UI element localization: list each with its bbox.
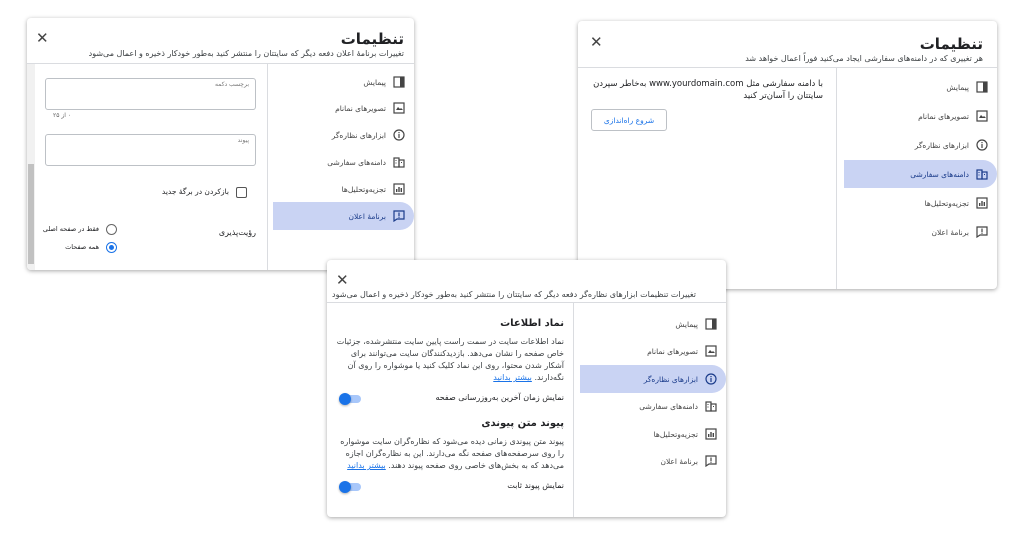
nav-item-announcement[interactable]: [580, 447, 726, 475]
domain-description-line1: با دامنه سفارشی مثل www.yourdomain.com به‌خاطر سپردن: [593, 79, 823, 89]
learn-more-link[interactable]: بیشتر بدانید: [493, 373, 532, 382]
settings-panel-announcement: [27, 18, 414, 270]
close-icon[interactable]: ✕: [336, 271, 349, 289]
learn-more-link[interactable]: بیشتر بدانید: [347, 461, 386, 470]
nav-label: پیمایش: [363, 77, 386, 87]
nav-item-images[interactable]: [580, 337, 726, 365]
description-text: نگه‌دارند.: [534, 373, 564, 382]
info-icon: [975, 138, 989, 152]
nav-item-navigation[interactable]: [844, 73, 997, 101]
radio-home-label: فقط در صفحه اصلی: [42, 225, 99, 233]
description-line: آشکار شدن محتوا، روی این نماد کلیک کنید یا موشواره را روی آن: [347, 361, 564, 370]
toggle-label-permalink: نمایش پیوند ثابت: [507, 481, 564, 490]
domain-icon: [975, 167, 989, 181]
scrollbar[interactable]: [27, 64, 35, 270]
section-title-anchor-link: پیوند متن پیوندی: [481, 418, 564, 429]
panel-title: تنظیمات: [340, 30, 404, 48]
nav-item-custom-domains[interactable]: [844, 160, 997, 188]
nav-item-announcement[interactable]: [844, 218, 997, 246]
nav-item-navigation[interactable]: [273, 68, 414, 96]
panel-subtitle: تغییرات برنامهٔ اعلان دفعه دیگر که سایتتان را منتشر کنید به‌طور خودکار ذخیره و اعمال می‌شود: [88, 49, 404, 58]
nav-label: دامنه‌های سفارشی: [910, 169, 969, 179]
navigation-icon: [975, 80, 989, 94]
nav-item-analytics[interactable]: [844, 189, 997, 217]
nav-label: دامنه‌های سفارشی: [327, 157, 386, 167]
announcement-icon: [704, 454, 718, 468]
nav-label: پیمایش: [675, 319, 698, 329]
nav-item-images[interactable]: [273, 94, 414, 122]
button-label-field[interactable]: [45, 78, 256, 110]
image-icon: [975, 109, 989, 123]
nav-label: ابزارهای نظاره‌گر: [914, 140, 969, 150]
nav-item-images[interactable]: [844, 102, 997, 130]
divider: [327, 302, 726, 303]
divider: [573, 302, 574, 517]
nav-label: تجزیه‌وتحلیل‌ها: [924, 198, 969, 208]
description-line: خاص صفحه را نشان می‌دهد. بازدیدکنندگان سایت می‌توانند برای: [350, 349, 564, 358]
nav-item-viewer-tools[interactable]: [844, 131, 997, 159]
nav-label: تصویرهای نمانام: [335, 103, 386, 113]
nav-label: تجزیه‌وتحلیل‌ها: [341, 184, 386, 194]
checkbox-label: بازکردن در برگهٔ جدید: [161, 187, 229, 196]
description-line: [332, 372, 564, 384]
analytics-icon: [975, 196, 989, 210]
nav-label: ابزارهای نظاره‌گر: [331, 130, 386, 140]
nav-item-custom-domains[interactable]: [273, 148, 414, 176]
domain-description-line2: سایتتان را آسان‌تر کنید: [743, 91, 823, 101]
divider: [267, 63, 268, 270]
link-field[interactable]: [45, 134, 256, 166]
visibility-label: رؤیت‌پذیری: [218, 228, 256, 237]
nav-item-analytics[interactable]: [580, 420, 726, 448]
nav-item-announcement[interactable]: [273, 202, 414, 230]
panel-subtitle: هر تغییری که در دامنه‌های سفارشی ایجاد می‌کنید فوراً اعمال خواهد شد: [745, 54, 983, 63]
nav-item-analytics[interactable]: [273, 175, 414, 203]
description-line: [332, 460, 564, 472]
divider: [578, 67, 997, 68]
analytics-icon: [704, 427, 718, 441]
info-icon: [704, 372, 718, 386]
nav-item-navigation[interactable]: [580, 310, 726, 338]
section-title-info-symbol: نماد اطلاعات: [500, 318, 564, 329]
description-line: نماد اطلاعات سایت در سمت راست پایین سایت منتشرشده، جزئیات: [336, 337, 564, 346]
description-line: پیوند متن پیوندی زمانی دیده می‌شود که نظاره‌گران سایت موشواره: [340, 437, 564, 446]
info-symbol-description: [332, 336, 564, 384]
nav-label: برنامهٔ اعلان: [660, 456, 698, 466]
nav-item-viewer-tools[interactable]: [580, 365, 726, 393]
image-icon: [392, 101, 406, 115]
domain-icon: [392, 155, 406, 169]
announcement-icon: [392, 209, 406, 223]
nav-label: تصویرهای نمانام: [918, 111, 969, 121]
permalink-toggle[interactable]: [341, 483, 361, 491]
start-setup-button[interactable]: شروع راه‌اندازی: [591, 109, 667, 131]
nav-label: برنامهٔ اعلان: [931, 227, 969, 237]
nav-label: پیمایش: [946, 82, 969, 92]
analytics-icon: [392, 182, 406, 196]
nav-item-custom-domains[interactable]: [580, 392, 726, 420]
panel-subtitle: تغییرات تنظیمات ابزارهای نظاره‌گر دفعه دیگر که سایتتان را منتشر کنید به‌طور خودکار ذخیره و اعمال می‌شود: [332, 290, 696, 299]
nav-label: تجزیه‌وتحلیل‌ها: [653, 429, 698, 439]
anchor-link-description: [332, 436, 564, 472]
radio-all-label: همه صفحات: [65, 243, 99, 251]
field-label: برچسب دکمه: [214, 81, 249, 88]
description-text: می‌دهد که به بخش‌های خاصی روی صفحه پیوند دهند.: [388, 461, 564, 470]
radio-home-only[interactable]: [106, 224, 117, 235]
toggle-label-last-update: نمایش زمان آخرین به‌روزرسانی صفحه: [435, 393, 564, 402]
char-counter: ۰ از ۲۵: [53, 112, 72, 119]
nav-label: دامنه‌های سفارشی: [639, 401, 698, 411]
field-label: پیوند: [237, 137, 249, 144]
navigation-icon: [704, 317, 718, 331]
panel-title: تنظیمات: [919, 35, 983, 53]
nav-label: برنامهٔ اعلان: [348, 211, 386, 221]
domain-icon: [704, 399, 718, 413]
info-icon: [392, 128, 406, 142]
radio-all-pages[interactable]: [106, 242, 117, 253]
nav-label: ابزارهای نظاره‌گر: [643, 374, 698, 384]
image-icon: [704, 344, 718, 358]
navigation-icon: [392, 75, 406, 89]
settings-panel-custom-domains: [578, 21, 997, 289]
close-icon[interactable]: ✕: [36, 29, 49, 47]
nav-label: تصویرهای نمانام: [647, 346, 698, 356]
divider: [27, 63, 414, 64]
settings-panel-viewer-tools: [327, 260, 726, 517]
divider: [836, 67, 837, 289]
last-update-toggle[interactable]: [341, 395, 361, 403]
description-line: را روی سرصفحه‌های صفحه نگه می‌دارند. این به نظاره‌گران اجازه: [345, 449, 564, 458]
close-icon[interactable]: ✕: [590, 33, 603, 51]
nav-item-viewer-tools[interactable]: [273, 121, 414, 149]
announcement-icon: [975, 225, 989, 239]
new-tab-checkbox[interactable]: [236, 187, 247, 198]
